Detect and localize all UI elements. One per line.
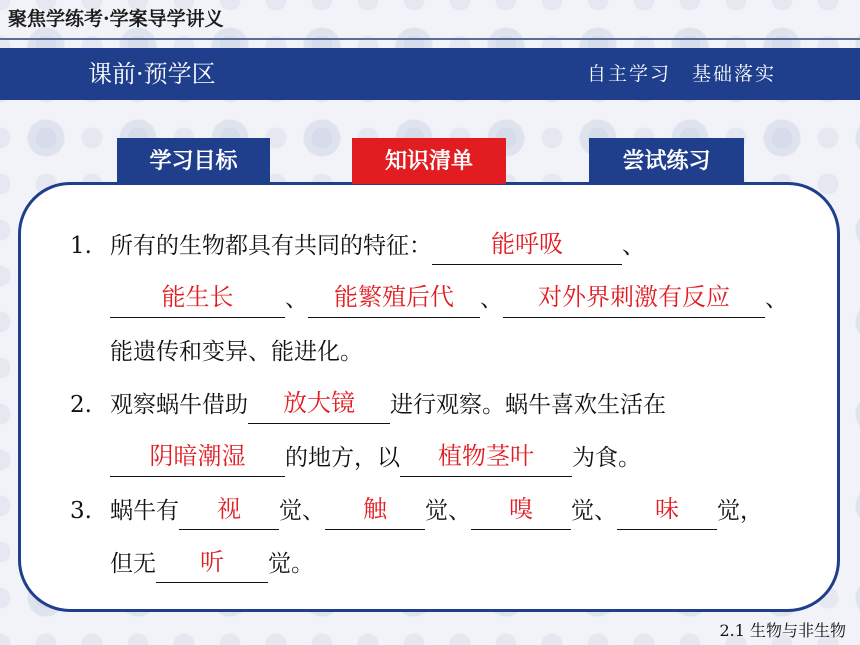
q2-answer-2: 阴暗潮湿	[149, 442, 246, 470]
q2-text-4: 为食。	[572, 445, 641, 471]
q2-blank-3	[400, 440, 572, 477]
q3-answer-4: 味	[655, 495, 679, 523]
q2-answer-1: 放大镜	[283, 389, 355, 417]
q1-sep-2: 、	[285, 286, 308, 312]
q1-line-2	[70, 273, 830, 326]
q3-text-2: 但无	[110, 551, 156, 577]
q1-blank-1	[432, 228, 622, 265]
section-subtitle: 自主学习 基础落实	[586, 63, 776, 85]
q2-answer-3: 植物茎叶	[438, 442, 534, 470]
q3-line-1	[70, 485, 830, 538]
section-title: 课前·预学区	[88, 60, 216, 88]
q2-blank-2	[110, 440, 285, 477]
section-banner	[0, 48, 860, 100]
header-divider	[0, 38, 860, 40]
q1-line-3	[70, 326, 830, 379]
q1-blank-2	[110, 281, 285, 318]
tab-practice[interactable]: 尝试练习	[589, 138, 744, 184]
q1-blank-3	[308, 281, 480, 318]
q1-text-1: 所有的生物都具有共同的特征：	[110, 233, 432, 259]
q3-suffix-1: 觉、	[279, 498, 325, 524]
q2-text-1: 观察蜗牛借助	[110, 392, 248, 418]
tab-learning-goals[interactable]: 学习目标	[117, 138, 270, 184]
q3-blank-2	[325, 493, 425, 530]
q1-number: 1.	[70, 233, 92, 259]
q1-line-1	[70, 220, 830, 273]
course-title: 聚焦学练考·学案导学讲义	[8, 8, 224, 30]
q3-suffix-3: 觉、	[571, 498, 617, 524]
q3-number: 3.	[70, 498, 92, 524]
tab-knowledge-list[interactable]: 知识清单	[352, 138, 506, 184]
q1-blank-4	[503, 281, 765, 318]
q3-suffix-5: 觉。	[268, 551, 314, 577]
q3-answer-3: 嗅	[509, 495, 533, 523]
q3-answer-5: 听	[200, 548, 224, 576]
q1-answer-1: 能呼吸	[491, 230, 563, 258]
q2-number: 2.	[70, 392, 92, 418]
q2-blank-1	[248, 387, 390, 424]
q3-line-2	[70, 538, 830, 591]
q2-line-2	[70, 432, 830, 485]
q3-answer-2: 触	[363, 495, 387, 523]
q3-suffix-4: 觉，	[717, 498, 763, 524]
lesson-footer: 2.1 生物与非生物	[719, 621, 846, 640]
q1-sep-4: 、	[765, 286, 788, 312]
q1-answer-4: 对外界刺激有反应	[538, 283, 730, 311]
q2-text-2: 进行观察。蜗牛喜欢生活在	[390, 392, 666, 418]
q1-sep-1: 、	[622, 233, 645, 259]
q1-sep-3: 、	[480, 286, 503, 312]
knowledge-list	[70, 220, 830, 591]
q3-blank-1	[179, 493, 279, 530]
q3-blank-3	[471, 493, 571, 530]
q3-blank-5	[156, 546, 268, 583]
q2-text-3: 的地方，以	[285, 445, 400, 471]
q3-text-1: 蜗牛有	[110, 498, 179, 524]
q1-text-2: 能遗传和变异、能进化。	[110, 339, 363, 365]
q2-line-1	[70, 379, 830, 432]
q1-answer-2: 能生长	[161, 283, 234, 311]
q3-blank-4	[617, 493, 717, 530]
q1-answer-3: 能繁殖后代	[334, 283, 454, 311]
q3-suffix-2: 觉、	[425, 498, 471, 524]
q3-answer-1: 视	[217, 495, 241, 523]
